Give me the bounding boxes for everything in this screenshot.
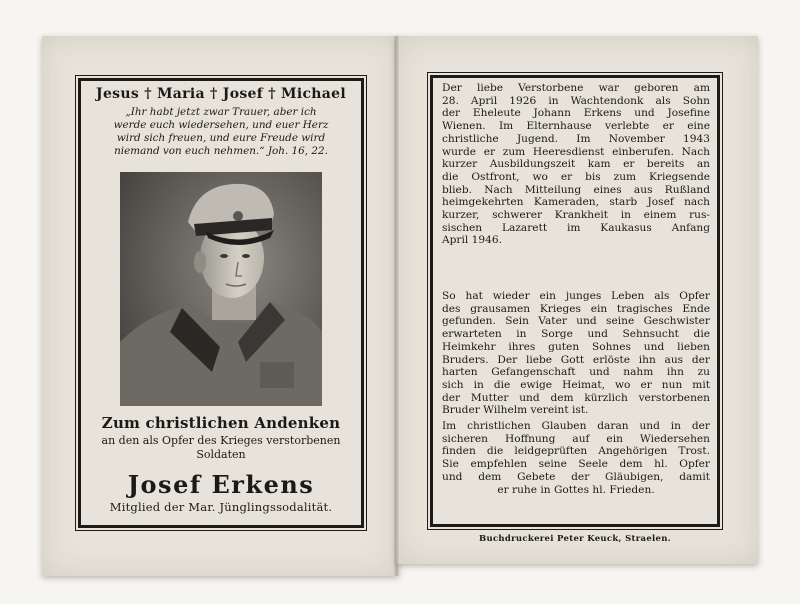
text-line: Wienen. Im Elternhause verlebte er eine xyxy=(442,120,710,133)
text-line: Heimkehr ihres guten Sohnes und lieben xyxy=(442,340,710,353)
text-line: wurde er zum Heeresdienst einberufen. Nach xyxy=(442,145,710,158)
text-line: christliche Jugend. Im November 1943 xyxy=(442,132,710,145)
holy-names-header: Jesus † Maria † Josef † Michael xyxy=(96,86,346,102)
text-line: kurzer Ausbildungszeit kam er bereits an xyxy=(442,158,710,171)
quote-line: werde euch wiedersehen, und euer Herz xyxy=(113,119,329,131)
biography-paragraph xyxy=(442,82,710,247)
subtitle-line: Soldaten xyxy=(196,448,246,461)
text-line: sicheren Hoffnung auf ein Wiedersehen xyxy=(442,432,710,445)
text-line: 28. April 1926 in Wachtendonk als Sohn xyxy=(442,94,710,107)
text-line: Im christlichen Glauben daran und in der xyxy=(442,420,710,432)
soldier-portrait-photo xyxy=(120,172,322,406)
bible-quote xyxy=(88,106,354,158)
text-line: finden die leidgeprüften Angehörigen Trost. xyxy=(442,445,710,458)
memorial-title: Zum christlichen Andenken xyxy=(101,414,341,432)
text-line: Bruder Wilhelm vereint ist. xyxy=(442,404,589,417)
printer-imprint: Buchdruckerei Peter Keuck, Straelen. xyxy=(478,534,672,544)
text-line: Bruders. Der liebe Gott erlöste ihn aus der xyxy=(442,353,710,366)
deceased-name: Josef Erkens xyxy=(127,470,315,499)
text-line: April 1946. xyxy=(442,234,502,247)
text-line: sich in die ewige Heimat, wo er nun mit xyxy=(442,378,710,391)
text-line: heimgekehrten Kameraden, starb Josef nach xyxy=(442,196,710,209)
text-line: sischen Lazarett im Kaukasus Anfang xyxy=(442,221,710,234)
prayer-paragraph xyxy=(442,420,710,496)
memorial-subtitle xyxy=(84,434,358,462)
quote-line: wird sich freuen, und eure Freude wird xyxy=(116,132,326,144)
text-line: der Mutter und dem kürzlich verstorbenen xyxy=(442,391,710,404)
text-line: So hat wieder ein junges Leben als Opfer xyxy=(442,290,710,302)
reflection-paragraph xyxy=(442,290,710,417)
text-line: er ruhe in Gottes hl. Frieden. xyxy=(497,483,655,496)
text-line: gefunden. Sein Vater und seine Geschwister xyxy=(442,315,710,328)
quote-line: „Ihr habt jetzt zwar Trauer, aber ich xyxy=(125,106,317,118)
text-line: Sie empfehlen seine Seele dem hl. Opfer xyxy=(442,458,710,471)
text-line: Der liebe Verstorbene war geboren am xyxy=(442,82,710,94)
card-fold xyxy=(394,36,400,576)
text-line: harten Gefangenschaft und nahm ihn zu xyxy=(442,366,710,379)
subtitle-line: an den als Opfer des Krieges verstorbenen xyxy=(101,434,341,447)
quote-line: niemand von euch nehmen.“ Joh. 16, 22. xyxy=(114,145,328,157)
membership-line: Mitglied der Mar. Jünglingssodalität. xyxy=(109,500,333,514)
text-line: und dem Gebete der Gläubigen, damit xyxy=(442,470,710,483)
text-line: erwarteten in Sorge und Sehnsucht die xyxy=(442,328,710,341)
text-line: die Ostfront, wo er bis zum Kriegsende xyxy=(442,170,710,183)
text-line: kurzer, schwerer Krankheit in einem rus- xyxy=(442,209,710,222)
text-line: des grausamen Krieges ein tragisches Ende xyxy=(442,302,710,315)
text-line: der Eheleute Johann Erkens und Josefine xyxy=(442,107,710,120)
text-line: blieb. Nach Mitteilung eines aus Rußland xyxy=(442,183,710,196)
